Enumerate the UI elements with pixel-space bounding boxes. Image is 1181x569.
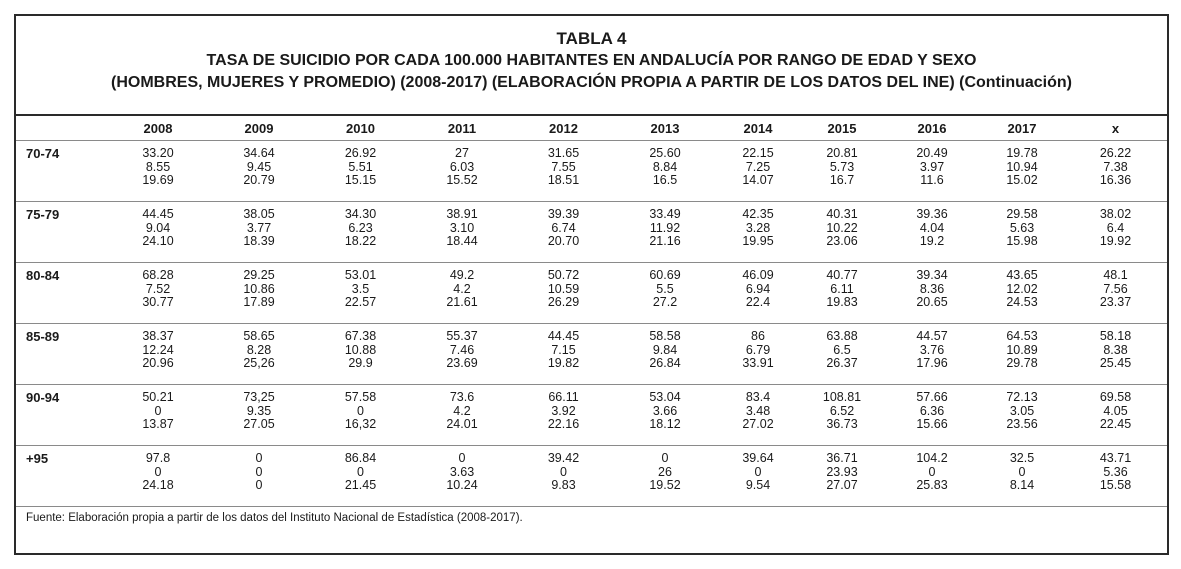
male-rate: 63.88 [826,329,858,343]
age-range-label: 85-89 [16,324,108,385]
average-rate: 19.82 [547,356,580,370]
average-rate: 36.73 [826,417,858,431]
male-rate: 22.15 [742,146,774,160]
table-cell [208,263,310,324]
female-rate: 0 [357,464,364,479]
female-rate: 10.89 [1006,342,1038,357]
average-rate: 19.2 [919,234,945,248]
male-rate: 40.31 [826,207,858,221]
average-rate: 19.69 [142,173,174,187]
average-rate: 15.02 [1006,173,1038,187]
average-rate: 21.61 [446,295,478,309]
table-cell [884,202,980,263]
average-rate: 20.79 [243,173,275,187]
column-header-2016: 2016 [884,116,980,141]
table-cell [108,446,208,507]
table-cell [513,446,614,507]
average-rate: 8.14 [1009,478,1035,492]
female-rate: 3.76 [919,342,945,357]
female-rate: 8.36 [919,281,945,296]
male-rate: 33.49 [649,207,681,221]
male-rate: 38.91 [446,207,478,221]
average-rate: 20.65 [916,295,948,309]
male-rate: 29.58 [1006,207,1038,221]
table-cell [716,446,800,507]
male-rate: 67.38 [344,329,377,343]
female-rate: 8.84 [652,159,678,174]
table-cell [208,446,310,507]
male-rate: 57.58 [344,390,377,404]
average-rate: 15.66 [916,417,948,431]
female-rate: 6.4 [1106,220,1125,235]
source-footnote: Fuente: Elaboración propia a partir de los datos del Instituto Nacional de Estadística (2008-2017). [26,512,523,524]
male-rate: 32.5 [1009,451,1035,465]
average-rate: 20.96 [142,356,174,370]
average-rate: 24.10 [142,234,174,248]
male-rate: 66.11 [548,390,579,404]
table-cell [1064,263,1167,324]
female-rate: 8.38 [1103,342,1128,357]
female-rate: 3.5 [351,281,370,296]
table-cell [513,385,614,446]
average-rate: 24.18 [142,478,174,492]
female-rate: 6.5 [833,342,851,357]
column-header-2009: 2009 [208,116,310,141]
column-header-mean: x [1064,116,1167,141]
male-rate: 73,25 [243,390,275,404]
male-rate: 38.37 [142,329,174,343]
table-cell [411,263,513,324]
table-cell [614,202,716,263]
male-rate: 50.21 [142,390,174,404]
table-cell [310,324,411,385]
female-rate: 6.36 [919,403,945,418]
table-cell [411,202,513,263]
male-rate: 19.78 [1006,146,1038,160]
average-rate: 25.83 [916,478,948,492]
male-rate: 0 [661,451,669,465]
table-cell [980,446,1064,507]
male-rate: 34.30 [344,207,377,221]
table-cell [108,324,208,385]
average-rate: 25.45 [1099,356,1132,370]
male-rate: 26.22 [1099,146,1132,160]
table-cell [108,202,208,263]
female-rate: 4.2 [453,403,471,418]
female-rate: 3.05 [1009,403,1035,418]
table-title: TABLA 4 [556,29,627,48]
table-cell [980,263,1064,324]
column-header-2014: 2014 [716,116,800,141]
female-rate: 5.63 [1009,220,1035,235]
male-rate: 68.28 [142,268,174,282]
average-rate: 16,32 [344,417,377,431]
table-row [16,385,1167,446]
male-rate: 39.34 [916,268,948,282]
female-rate: 3.77 [246,220,272,235]
table-cell [716,141,800,202]
table-cell [800,324,884,385]
column-header-2015: 2015 [800,116,884,141]
table-cell [411,324,513,385]
female-rate: 12.24 [142,342,174,357]
table-cell [614,324,716,385]
average-rate: 0 [255,478,263,492]
average-rate: 9.83 [551,478,576,492]
average-rate: 29.78 [1006,356,1038,370]
average-rate: 16.36 [1099,173,1132,187]
female-rate: 7.55 [551,159,576,174]
male-rate: 86.84 [344,451,377,465]
average-rate: 23.06 [826,234,858,248]
age-range-label: 75-79 [16,202,108,263]
column-header-2012: 2012 [513,116,614,141]
female-rate: 10.59 [547,281,580,296]
average-rate: 18.39 [243,234,275,248]
male-rate: 83.4 [745,390,771,404]
table-cell [614,446,716,507]
data-table [16,116,1167,507]
average-rate: 24.01 [446,417,478,431]
table-cell [884,141,980,202]
male-rate: 43.71 [1099,451,1132,465]
table-cell [310,141,411,202]
column-header-2010: 2010 [310,116,411,141]
male-rate: 38.05 [243,207,275,221]
male-rate: 86 [751,329,765,343]
table-cell [614,385,716,446]
male-rate: 25.60 [649,146,681,160]
female-rate: 3.28 [745,220,771,235]
table-cell [800,446,884,507]
male-rate: 73.6 [449,390,475,404]
female-rate: 0 [255,464,263,479]
female-rate: 10.86 [243,281,275,296]
average-rate: 19.92 [1099,234,1132,248]
table-row [16,141,1167,202]
male-rate: 0 [255,451,263,465]
average-rate: 26.37 [826,356,858,370]
table-subtitle-1: TASA DE SUICIDIO POR CADA 100.000 HABITANTES EN ANDALUCÍA POR RANGO DE EDAD Y SEXO [206,52,977,69]
table-cell [1064,385,1167,446]
average-rate: 26.29 [547,295,580,309]
table-cell [980,324,1064,385]
table-header [16,16,1167,116]
female-rate: 0 [357,403,364,418]
table-cell [108,263,208,324]
table-cell [108,141,208,202]
average-rate: 19.95 [742,234,774,248]
average-rate: 18.22 [344,234,377,248]
female-rate: 3.97 [919,159,945,174]
average-rate: 15.58 [1099,478,1132,492]
average-rate: 26.84 [649,356,681,370]
table-cell [800,263,884,324]
average-rate: 27.07 [826,478,858,492]
male-rate: 53.01 [344,268,377,282]
female-rate: 0 [1018,464,1026,479]
female-rate: 0 [154,464,162,479]
male-rate: 20.81 [826,146,858,160]
average-rate: 27.2 [652,295,678,309]
female-rate: 3.10 [449,220,475,235]
table-cell [411,141,513,202]
male-rate: 39.64 [742,451,774,465]
table-cell [411,385,513,446]
table-cell [800,385,884,446]
female-rate: 11.92 [649,220,681,235]
male-rate: 29.25 [243,268,275,282]
average-rate: 17.89 [243,295,275,309]
average-rate: 19.52 [649,478,681,492]
column-header-2013: 2013 [614,116,716,141]
male-rate: 104.2 [916,451,948,465]
age-range-label: 90-94 [16,385,108,446]
average-rate: 23.69 [446,356,478,370]
table-cell [208,202,310,263]
table-row [16,324,1167,385]
table-cell [716,202,800,263]
female-rate: 3.63 [449,464,475,479]
table-cell [513,324,614,385]
average-rate: 19.83 [826,295,858,309]
female-rate: 6.23 [348,220,373,235]
male-rate: 43.65 [1006,268,1038,282]
average-rate: 27.05 [243,417,275,431]
table-cell [513,202,614,263]
female-rate: 6.11 [830,281,854,296]
average-rate: 22.4 [745,295,771,309]
male-rate: 72.13 [1006,390,1038,404]
average-rate: 22.57 [344,295,377,309]
table-cell [884,263,980,324]
female-rate: 0 [754,464,762,479]
female-rate: 5.5 [656,281,674,296]
female-rate: 7.38 [1103,159,1128,174]
table-cell [208,141,310,202]
average-rate: 16.7 [829,173,855,187]
column-header-row [16,116,1167,141]
average-rate: 16.5 [652,173,678,187]
average-rate: 29.9 [348,356,373,370]
female-rate: 5.36 [1103,464,1128,479]
table-cell [800,141,884,202]
age-range-label: 70-74 [16,141,108,202]
table-cell [800,202,884,263]
table-cell [310,263,411,324]
female-rate: 12.02 [1006,281,1038,296]
female-rate: 7.15 [551,342,576,357]
female-rate: 0 [928,464,936,479]
male-rate: 27 [455,146,469,160]
female-rate: 0 [560,464,567,479]
average-rate: 15.15 [344,173,377,187]
table-cell [310,446,411,507]
table-cell [411,446,513,507]
female-rate: 7.46 [449,342,475,357]
table-cell [716,324,800,385]
average-rate: 21.16 [649,234,681,248]
female-rate: 8.28 [246,342,272,357]
male-rate: 39.36 [916,207,948,221]
table-cell [980,141,1064,202]
column-header-label [16,116,108,141]
table-cell [108,385,208,446]
average-rate: 27.02 [742,417,774,431]
female-rate: 3.92 [551,403,576,418]
female-rate: 9.04 [145,220,171,235]
table-cell [208,324,310,385]
female-rate: 5.73 [829,159,855,174]
female-rate: 7.25 [745,159,771,174]
average-rate: 23.56 [1006,417,1038,431]
table-row [16,446,1167,507]
table-cell [884,385,980,446]
male-rate: 108.81 [822,390,862,404]
female-rate: 7.52 [145,281,171,296]
female-rate: 0 [154,403,162,418]
male-rate: 31.65 [547,146,580,160]
age-range-label: 80-84 [16,263,108,324]
male-rate: 60.69 [649,268,681,282]
average-rate: 17.96 [916,356,948,370]
male-rate: 69.58 [1099,390,1132,404]
female-rate: 4.04 [919,220,945,235]
average-rate: 11.6 [920,173,944,187]
male-rate: 44.45 [142,207,174,221]
table-row [16,202,1167,263]
table-cell [1064,324,1167,385]
table-frame [14,14,1169,555]
female-rate: 6.74 [551,220,576,235]
table-cell [716,385,800,446]
table-cell [513,263,614,324]
average-rate: 10.24 [446,478,478,492]
female-rate: 6.79 [745,342,771,357]
table-cell [884,324,980,385]
female-rate: 4.2 [453,281,471,296]
table-cell [980,202,1064,263]
female-rate: 10.22 [826,220,858,235]
male-rate: 20.49 [916,146,948,160]
male-rate: 36.71 [826,451,858,465]
table-cell [1064,202,1167,263]
table-cell [310,385,411,446]
female-rate: 4.05 [1103,403,1128,418]
male-rate: 0 [458,451,466,465]
male-rate: 64.53 [1006,329,1038,343]
male-rate: 53.04 [649,390,681,404]
male-rate: 33.20 [142,146,174,160]
average-rate: 33.91 [742,356,774,370]
female-rate: 8.55 [145,159,171,174]
male-rate: 38.02 [1099,207,1132,221]
female-rate: 3.66 [652,403,678,418]
column-header-2017: 2017 [980,116,1064,141]
average-rate: 30.77 [142,295,174,309]
female-rate: 10.88 [344,342,377,357]
average-rate: 9.54 [745,478,771,492]
male-rate: 40.77 [826,268,858,282]
male-rate: 58.18 [1099,329,1132,343]
female-rate: 9.45 [246,159,272,174]
male-rate: 46.09 [742,268,774,282]
female-rate: 9.35 [246,403,272,418]
average-rate: 18.51 [547,173,580,187]
female-rate: 23.93 [826,464,858,479]
table-cell [1064,141,1167,202]
column-header-2008: 2008 [108,116,208,141]
male-rate: 58.65 [243,329,275,343]
table-subtitle-2: (HOMBRES, MUJERES Y PROMEDIO) (2008-2017) (ELABORACIÓN PROPIA A PARTIR DE LOS DATOS DEL INE) (Continuación) [111,74,1072,91]
average-rate: 21.45 [344,478,377,492]
male-rate: 55.37 [446,329,478,343]
column-header-2011: 2011 [411,116,513,141]
table-cell [310,202,411,263]
female-rate: 5.51 [348,159,373,174]
male-rate: 39.39 [547,207,580,221]
average-rate: 13.87 [142,417,174,431]
average-rate: 15.98 [1006,234,1038,248]
table-row [16,263,1167,324]
average-rate: 24.53 [1006,295,1038,309]
average-rate: 14.07 [742,173,774,187]
female-rate: 7.56 [1103,281,1128,296]
average-rate: 25,26 [243,356,275,370]
average-rate: 18.12 [649,417,681,431]
male-rate: 58.58 [649,329,681,343]
male-rate: 48.1 [1103,268,1128,282]
male-rate: 50.72 [547,268,580,282]
male-rate: 34.64 [243,146,275,160]
male-rate: 39.42 [547,451,580,465]
table-cell [980,385,1064,446]
average-rate: 23.37 [1099,295,1132,309]
female-rate: 6.52 [829,403,855,418]
male-rate: 44.45 [547,329,580,343]
average-rate: 15.52 [446,173,478,187]
female-rate: 26 [658,464,672,479]
female-rate: 10.94 [1006,159,1038,174]
male-rate: 57.66 [916,390,948,404]
male-rate: 42.35 [742,207,774,221]
average-rate: 20.70 [547,234,580,248]
average-rate: 18.44 [446,234,478,248]
age-range-label: +95 [16,446,108,507]
female-rate: 9.84 [652,342,678,357]
female-rate: 6.94 [745,281,771,296]
table-cell [1064,446,1167,507]
male-rate: 44.57 [916,329,948,343]
average-rate: 22.45 [1099,417,1132,431]
average-rate: 22.16 [547,417,580,431]
female-rate: 3.48 [745,403,771,418]
table-cell [513,141,614,202]
male-rate: 49.2 [449,268,475,282]
table-cell [208,385,310,446]
table-cell [614,141,716,202]
male-rate: 26.92 [344,146,377,160]
table-cell [716,263,800,324]
female-rate: 6.03 [449,159,475,174]
male-rate: 97.8 [145,451,171,465]
table-cell [884,446,980,507]
table-cell [614,263,716,324]
table-body [16,141,1167,507]
